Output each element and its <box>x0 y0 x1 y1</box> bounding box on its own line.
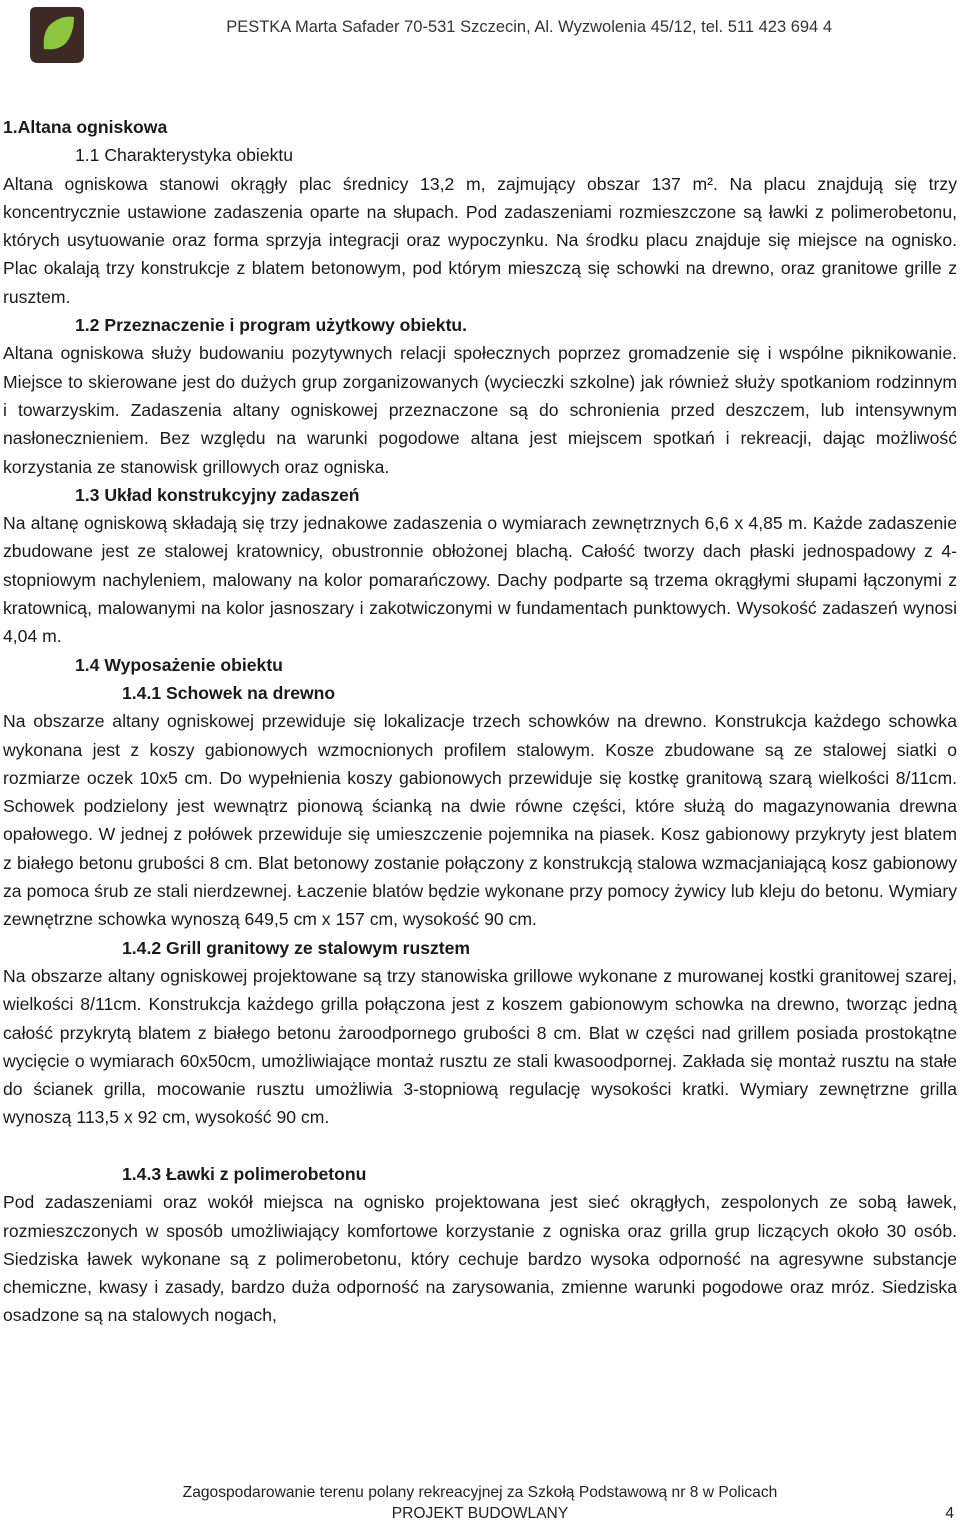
paragraph: Altana ogniskowa stanowi okrągły plac średnicy 13,2 m, zajmujący obszar 137 m². Na placu znajdują się trzy koncentrycznie ustawione zadaszenia oparte na słupach. Pod zadaszeniami rozmieszczone są ławki z polimerobetonu, których usytuowanie oraz forma sprzyja integracji oraz wypoczynku. Na środku placu znajduje się miejsce na ognisko. Plac okalają trzy konstrukcje z blatem betonowym, pod którym mieszczą się schowki na drewno, oraz granitowe grille z rusztem. <box>3 173 957 307</box>
page-footer <box>0 1482 960 1524</box>
subsubsection-heading: 1.4.1 Schowek na drewno <box>122 682 336 703</box>
page-header <box>0 0 960 80</box>
blank-line <box>3 1132 957 1160</box>
paragraph: Altana ogniskowa służy budowaniu pozytywnych relacji społecznych poprzez gromadzenie się i wspólne piknikowanie. Miejsce to skierowane jest do dużych grup zorganizowanych (wycieczki szkolne) jak również służy spotkaniom rodzinnym i towarzyskim. Zadaszenia altany ogniskowej przeznaczone są do schronienia przed deszczem, lub intensywnym nasłonecznieniem. Bez względu na warunki pogodowe altana jest miejscem spotkań i rekreacji, dając możliwość korzystania ze stanowisk grillowych oraz ogniska. <box>3 343 957 477</box>
subsection-heading: 1.1 Charakterystyka obiektu <box>75 145 294 166</box>
section-heading: 1.Altana ogniskowa <box>3 117 168 137</box>
paragraph: Pod zadaszeniami oraz wokół miejsca na ognisko projektowana jest sieć okrągłych, zespolonych ze sobą ławek, rozmieszczonych w sposób umożliwiający komfortowe korzystanie z ogniska oraz grilla grup liczących około 30 osób. Siedziska ławek wykonane są z polimerobetonu, który cechuje bardzo wysoka odporność na agresywne substancje chemiczne, kwasy i zasady, bardzo duża odporność na zarysowania, zmienne warunki pogodowe oraz mróz. Siedziska osadzone są na stalowych nogach, <box>3 1192 957 1326</box>
subsection-heading: 1.3 Układ konstrukcyjny zadaszeń <box>75 484 360 505</box>
paragraph: Na obszarze altany ogniskowej projektowane są trzy stanowiska grillowe wykonane z murowanej kostki granitowej szarej, wielkości 8/11cm. Konstrukcja każdego grilla połączona jest z koszem gabionowym schowka na drewno, tworząc jedną całość przykrytą blatem z białego betonu żaroodpornego grubości 8 cm. Blat w części nad grillem posiada prostokątne wycięcie o wymiarach 60x50cm, umożliwiające montaż rusztu ze stali kwasoodpornej. Zakłada się montaż rusztu na stałe do ścianek grilla, mocowanie rusztu umożliwia 3-stopniową regulację wysokości kratki. Wymiary zewnętrzne grilla wynoszą 113,5 x 92 cm, wysokość 90 cm. <box>3 965 957 1128</box>
project-type: PROJEKT BUDOWLANY <box>391 1505 569 1522</box>
subsection-heading: 1.4 Wyposażenie obiektu <box>75 654 283 675</box>
paragraph: Na altanę ogniskową składają się trzy jednakowe zadaszenia o wymiarach zewnętrznych 6,6 x 4,85 m. Każde zadaszenie zbudowane jest ze stalowej kratownicy, obustronnie obłożonej blachą. Całość tworzy dach płaski jednospadowy z 4-stopniowym nachyleniem, malowany na kolor pomarańczowy. Dachy podparte są trzema okrągłymi słupami łączonymi z kratownicą, malowanymi na kolor jasnoszary i zakotwiczonymi w fundamentach punktowych. Wysokość zadaszeń wynosi 4,04 m. <box>3 513 957 647</box>
project-title: Zagospodarowanie terenu polany rekreacyjnej za Szkołą Podstawową nr 8 w Policach <box>182 1484 778 1501</box>
company-logo-icon <box>28 5 86 65</box>
subsubsection-heading: 1.4.2 Grill granitowy ze stalowym rusztem <box>122 937 471 958</box>
company-info: PESTKA Marta Safader 70-531 Szczecin, Al. Wyzwolenia 45/12, tel. 511 423 694 4 <box>226 18 832 36</box>
project-type-line <box>0 1503 960 1524</box>
subsection-heading: 1.2 Przeznaczenie i program użytkowy obiektu. <box>75 315 468 336</box>
document-body <box>3 113 957 1330</box>
paragraph: Na obszarze altany ogniskowej przewiduje się lokalizacje trzech schowków na drewno. Konstrukcja każdego schowka wykonana jest z koszy gabionowych wzmocnionych profilem stalowym. Kosze zbudowane są ze stalowej siatki o rozmiarze oczek 10x5 cm. Do wypełnienia koszy gabionowych przewiduje się kostkę granitową szarą wielkości 8/11cm. Schowek podzielony jest wewnątrz pionową ścianką na dwie równe części, które służą do magazynowania drewna opałowego. W jednej z połówek przewiduje się umieszczenie pojemnika na piasek. Kosz gabionowy przykryty jest blatem z białego betonu grubości 8 cm. Blat betonowy zostanie połączony z konstrukcją stalowa wzmacjaniającą kosz gabionowy za pomoca śrub ze stali nierdzewnej. Łaczenie blatów będzie wykonane przy pomocy żywicy lub kleju do betonu. Wymiary zewnętrzne schowka wynoszą 649,5 cm x 157 cm, wysokość 90 cm. <box>3 711 957 930</box>
page-number: 4 <box>945 1505 954 1522</box>
subsubsection-heading: 1.4.3 Ławki z polimerobetonu <box>122 1163 367 1184</box>
